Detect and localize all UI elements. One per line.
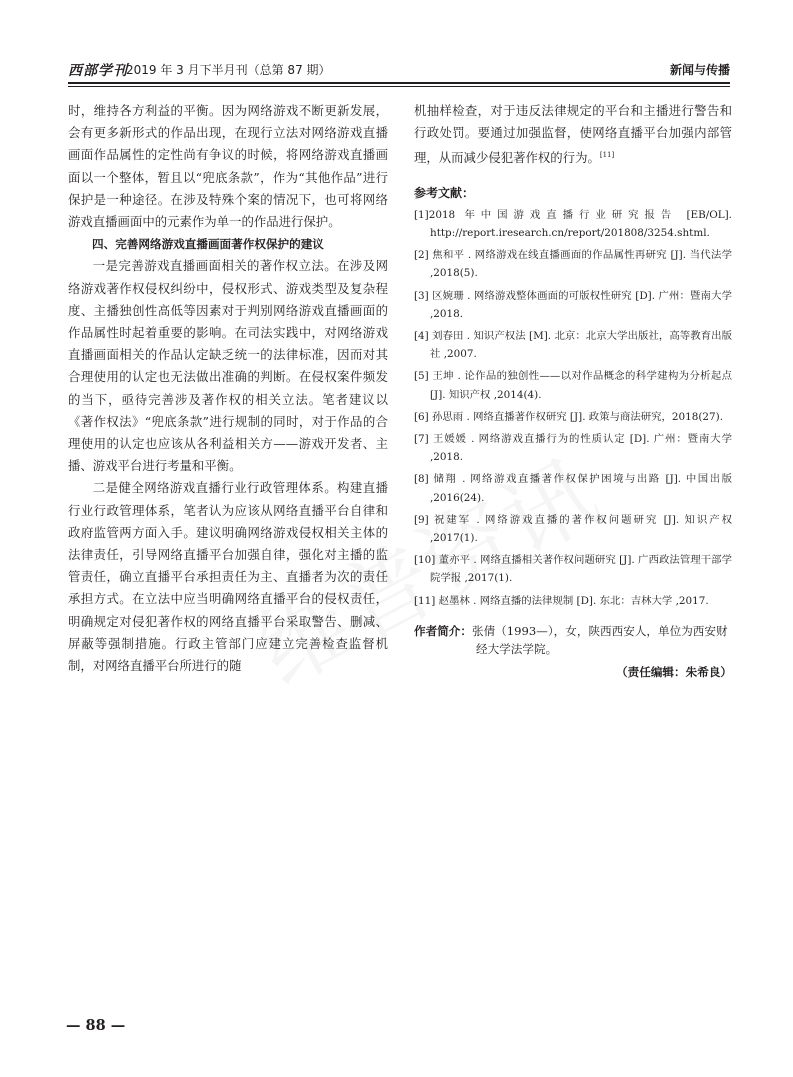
body-paragraph-continued [414, 100, 732, 170]
body-paragraph-3: 二是健全网络游戏直播行业行政管理体系。构建直播行业行政管理体系，笔者认为应该从网络直播平台自律和政府监管两方面入手。建议明确网络游戏侵权相关主体的法律责任，引导网络直播平台加强自律，强化对主播的监管责任，确立直播平台承担责任为主、直播者为次的责任承担方式。在立法中应当明确网络直播平台的侵权责任，明确规定对侵犯著作权的网络直播平台采取警告、删减、屏蔽等强制措施。行政主管部门应建立完善检查监督机制，对网络直播平台所进行的随 [68, 480, 388, 674]
body-paragraph-2: 一是完善游戏直播画面相关的著作权立法。在涉及网络游戏著作权侵权纠纷中，侵权形式、游戏类型及复杂程度、主播独创性高低等因素对于判别网络游戏直播画面的作品属性时起着重要的影响。在司法实践中，对网络游戏直播画面相关的作品认定缺乏统一的法律标准，因而对其合理使用的认定也无法做出准确的判断。在侵权案件频发的当下，亟待完善涉及著作权的相关立法。笔者建议以《著作权法》“兜底条款”进行规制的同时，对于作品的合理使用的认定也应该从各利益相关方——游戏开发者、主播、游戏平台进行考量和平衡。 [68, 258, 388, 474]
citation-mark: [11] [599, 151, 615, 160]
reference-item: [10] 董亦平 . 网络直播相关著作权问题研究 [J]. 广西政法管理干部学院学报 ,2017(1). [414, 554, 732, 585]
author-bio [414, 622, 732, 659]
reference-item: [3] 区婉珊 . 网络游戏整体画面的可版权性研究 [D]. 广州：暨南大学 ,2018. [414, 289, 732, 320]
issue-info: 2019 年 3 月下半月刊（总第 87 期） [126, 63, 331, 77]
reference-item: [11] 赵墨林 . 网络直播的法律规制 [D]. 东北：吉林大学 ,2017. [414, 594, 709, 607]
continued-text: 机抽样检查，对于违反法律规定的平台和主播进行警告和行政处罚。要通过加强监督，使网络直播平台加强内部管理，从而减少侵犯著作权的行为。 [414, 103, 732, 166]
right-column [414, 100, 732, 681]
reference-item: [2] 焦和平 . 网络游戏在线直播画面的作品属性再研究 [J]. 当代法学 ,2018(5). [414, 249, 732, 280]
reference-item: [5] 王坤 . 论作品的独创性——以对作品概念的科学建构为分析起点 [J]. 知识产权 ,2014(4). [414, 370, 732, 401]
reference-item: [8] 储翔 . 网络游戏直播著作权保护困境与出路 [J]. 中国出版 ,2016(24). [414, 473, 732, 504]
page-number: — 88 — [66, 1017, 126, 1034]
reference-item: [1]2018 年中国游戏直播行业研究报告 [EB/OL]. http://report.iresearch.cn/report/201808/3254.shtml. [414, 208, 732, 239]
section-name: 新闻与传播 [669, 63, 730, 77]
author-text: 张倩（1993—），女，陕西西安人，单位为西安财经大学法学院。 [471, 623, 728, 657]
reference-item: [6] 孙思雨 . 网络直播著作权研究 [J]. 政策与商法研究，2018(27). [414, 410, 723, 423]
reference-item: [7] 王媛媛 . 网络游戏直播行为的性质认定 [D]. 广州：暨南大学 ,2018. [414, 432, 732, 464]
responsible-editor: （责任编辑：朱希良） [616, 664, 732, 679]
left-column [68, 100, 388, 677]
author-label: 作者简介： [414, 623, 472, 638]
header-rule-thick [68, 82, 730, 84]
section-heading: 四、完善网络游戏直播画面著作权保护的建议 [92, 237, 324, 252]
body-paragraph-1: 时，维持各方利益的平衡。因为网络游戏不断更新发展，会有更多新形式的作品出现，在现行立法对网络游戏直播画面作品属性的定性尚有争议的时候，将网络游戏直播画面以一个整体，暂且以“兜底条款”，作为“其他作品”进行保护是一种途径。在涉及特殊个案的情况下，也可将网络游戏直播画面中的元素作为单一的作品进行保护。 [68, 103, 388, 230]
header-rule-thin [68, 86, 730, 87]
running-header [68, 60, 730, 80]
reference-item: [9] 祝建军 . 网络游戏直播的著作权问题研究 [J]. 知识产权 ,2017(1). [414, 513, 732, 544]
references-title: 参考文献： [414, 185, 475, 200]
journal-logo: 西部学刊 [68, 63, 128, 79]
reference-item: [4] 刘春田 . 知识产权法 [M]. 北京：北京大学出版社，高等教育出版社 ,2007. [414, 329, 732, 361]
references-list [414, 206, 732, 610]
